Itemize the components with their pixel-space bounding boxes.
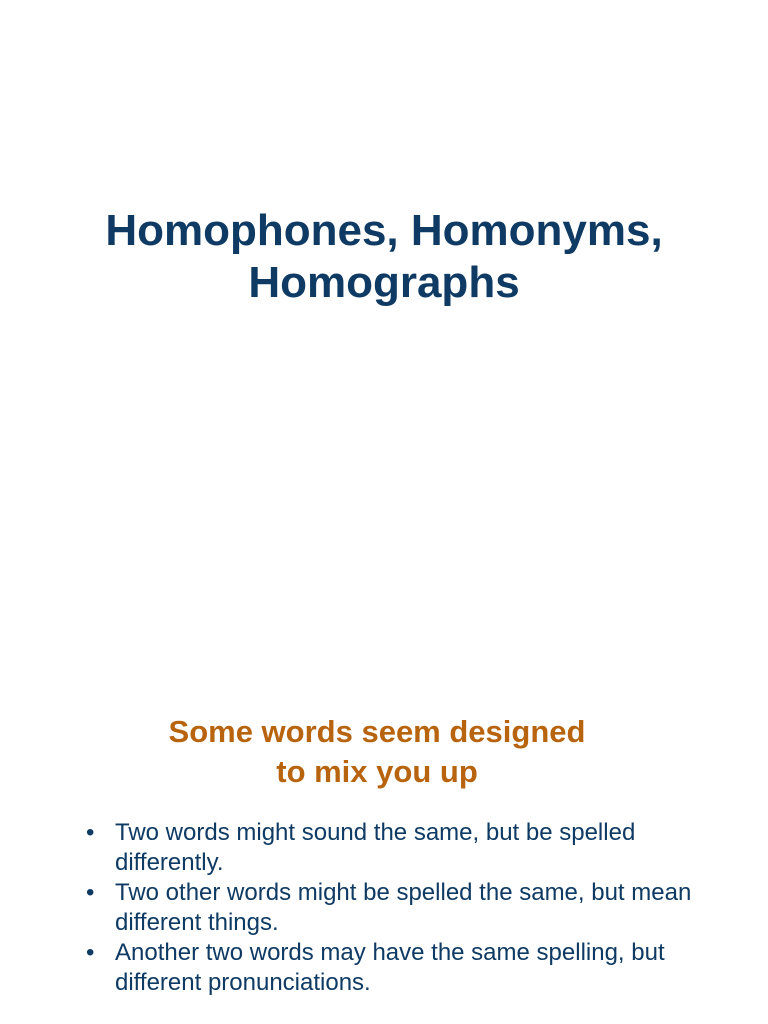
title-line-1: Homophones, Homonyms, — [105, 206, 663, 255]
bullet-text: Two other words might be spelled the same, but mean different things. — [115, 879, 692, 936]
heading-line-2: to mix you up — [276, 754, 478, 789]
title-line-2: Homographs — [248, 258, 520, 307]
slide-heading — [0, 712, 754, 792]
list-item — [86, 938, 726, 998]
bullet-icon: • — [86, 879, 95, 906]
bullet-icon: • — [86, 939, 95, 966]
heading-line-1: Some words seem designed — [168, 714, 586, 749]
bullet-text: Two words might sound the same, but be spelled differently. — [115, 819, 636, 876]
bullet-icon: • — [86, 819, 95, 846]
bullet-list — [86, 818, 726, 998]
bullet-text: Another two words may have the same spelling, but different pronunciations. — [115, 939, 665, 996]
slide-title-heading — [0, 205, 768, 309]
list-item — [86, 878, 726, 938]
slide-content — [0, 512, 768, 1024]
list-item — [86, 818, 726, 878]
